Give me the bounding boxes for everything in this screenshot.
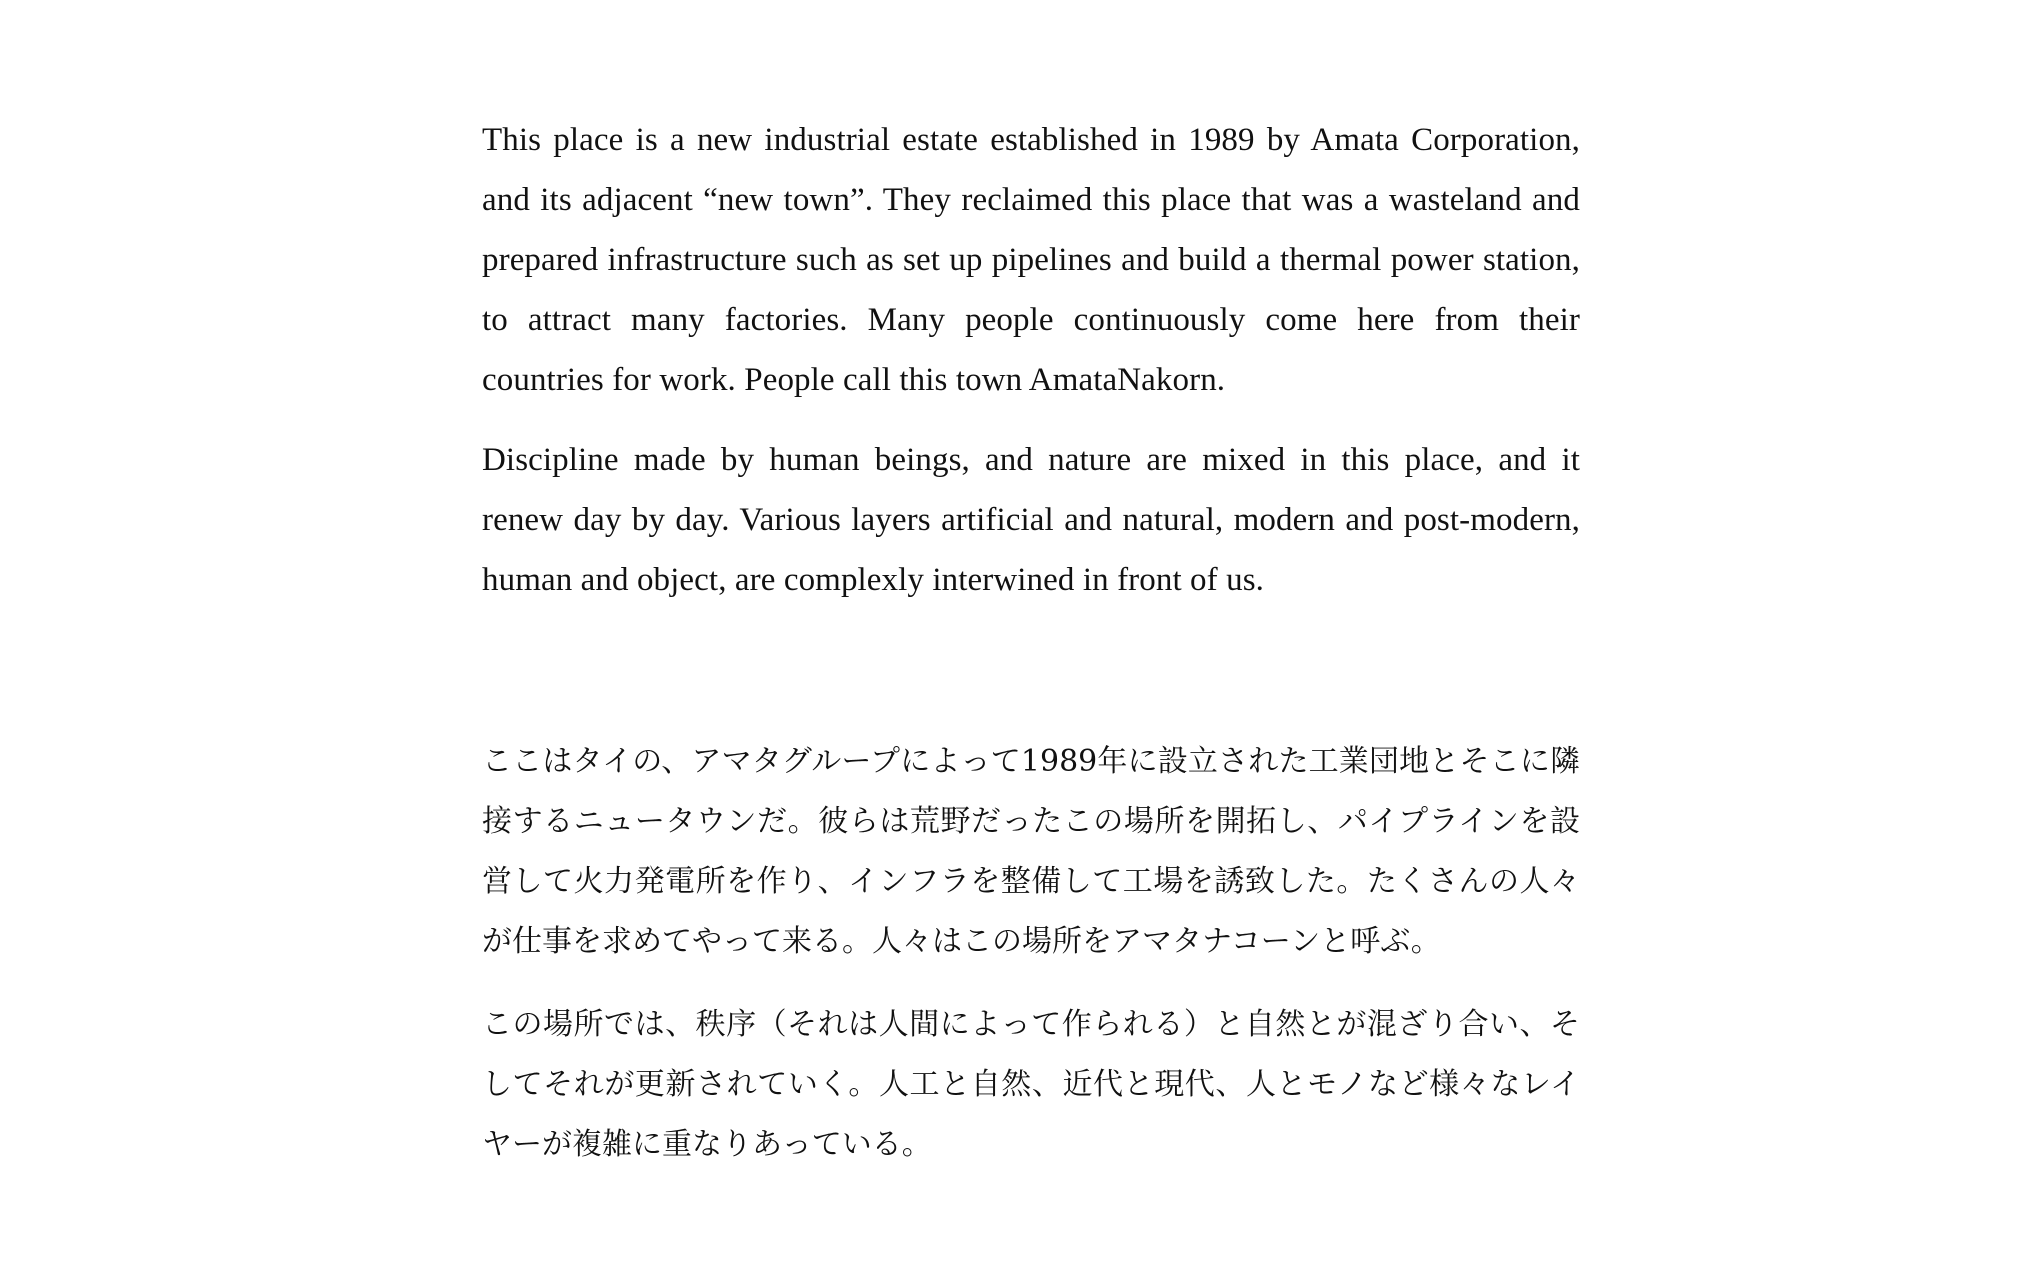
english-paragraph-1: This place is a new industrial estate established in 1989 by Amata Corporation, and its adjacent “new town”. They reclaimed this place that was a wasteland and prepared infrastructure such as set up pipelines and build a thermal power station, to attract many factories. Many people continuously come here from their countries for work. People call this town AmataNakorn. [482,122,1580,398]
japanese-text-section [482,732,1580,1175]
japanese-paragraph-1: ここはタイの、アマタグループによって1989年に設立された工業団地とそこに隣接するニュータウンだ。彼らは荒野だったこの場所を開拓し、パイプラインを設営して火力発電所を作り、インフラを整備して工場を誘致した。たくさんの人々が仕事を求めてやって来る。人々はこの場所をアマタナコーンと呼ぶ。 [482,744,1580,959]
document-page [482,110,1580,1175]
english-text-section [482,110,1580,610]
english-paragraph-2: Discipline made by human beings, and nature are mixed in this place, and it renew day by day. Various layers artificial and natural, modern and post-modern, human and object, are complexly interwined in front of us. [482,442,1580,598]
japanese-paragraph-2: この場所では、秩序（それは人間によって作られる）と自然とが混ざり合い、そしてそれが更新されていく。人工と自然、近代と現代、人とモノなど様々なレイヤーが複雑に重なりあっている。 [482,1007,1580,1162]
